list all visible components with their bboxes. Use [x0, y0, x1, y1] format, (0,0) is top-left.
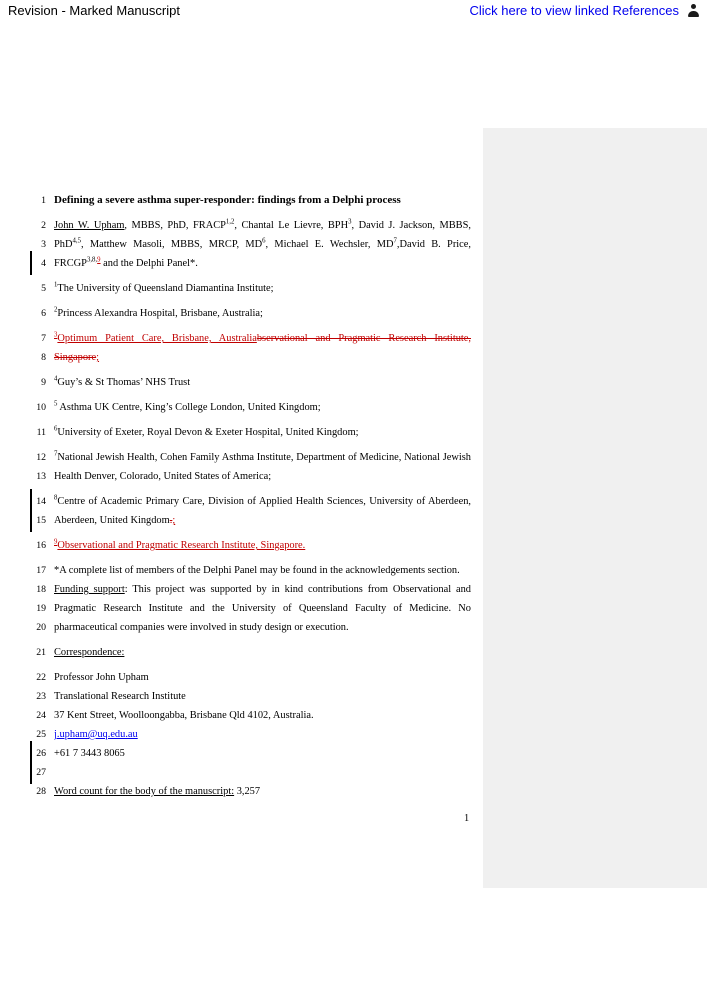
line-text — [54, 448, 471, 467]
line-text — [54, 668, 471, 687]
line-number: 22 — [36, 672, 46, 683]
line-number: 14 — [36, 496, 46, 507]
text-segment: Princess Alexandra Hospital, Brisbane, Australia; — [57, 308, 263, 319]
line-number: 7 — [41, 333, 46, 344]
text-segment: 7 — [54, 450, 58, 458]
manuscript-line — [0, 191, 482, 210]
line-text — [54, 235, 471, 254]
inserted-text: 3 — [54, 331, 58, 339]
manuscript-line — [0, 279, 482, 298]
line-number: 23 — [36, 691, 46, 702]
text-segment: +61 7 3443 8065 — [54, 748, 125, 759]
text-segment: Correspondence: — [54, 647, 125, 658]
line-text — [54, 373, 471, 392]
person-icon — [688, 4, 699, 17]
line-text — [54, 279, 471, 298]
header-right — [469, 3, 699, 18]
line-number: 18 — [36, 584, 46, 595]
manuscript-line — [0, 725, 482, 744]
text-segment: 6 — [54, 425, 58, 433]
text-segment: Defining a severe asthma super-responder: findings from a Delphi process — [54, 194, 401, 206]
manuscript-line — [0, 706, 482, 725]
manuscript-type-label: Revision - Marked Manuscript — [8, 3, 180, 18]
manuscript-line — [0, 492, 482, 511]
manuscript-line — [0, 599, 482, 618]
text-segment: 1 — [54, 281, 58, 289]
manuscript-line — [0, 744, 482, 763]
text-segment: PhD — [54, 239, 73, 250]
manuscript-line — [0, 763, 482, 782]
manuscript-line — [0, 687, 482, 706]
header-bar — [0, 0, 707, 22]
text-segment: Pragmatic Research Institute and the University of Queensland Faculty of Medicine. No — [54, 603, 471, 614]
line-number: 17 — [36, 565, 46, 576]
manuscript-line — [0, 580, 482, 599]
text-segment: 4,5 — [72, 237, 81, 245]
text-segment: Aberdeen, United Kingdom — [54, 515, 170, 526]
text-segment: *A complete list of members of the Delphi Panel may be found in the acknowledgements section. — [54, 565, 460, 576]
manuscript-line — [0, 511, 482, 530]
line-text — [54, 580, 471, 599]
manuscript-line — [0, 304, 482, 323]
text-segment: Health Denver, Colorado, United States of America; — [54, 471, 272, 482]
text-segment: pharmaceutical companies were involved in study design or execution. — [54, 622, 349, 633]
manuscript-line — [0, 398, 482, 417]
text-segment: 3,257 — [234, 786, 261, 797]
line-text — [54, 744, 471, 763]
line-text — [54, 599, 471, 618]
side-panel — [483, 128, 707, 888]
line-text — [54, 561, 471, 580]
text-segment: , Matthew Masoli, MBBS, MRCP, MD — [80, 239, 263, 250]
line-text — [54, 304, 471, 323]
manuscript-line — [0, 467, 482, 486]
manuscript-line — [0, 561, 482, 580]
line-number: 5 — [41, 283, 46, 294]
manuscript-line — [0, 254, 482, 273]
line-text — [54, 254, 471, 273]
inserted-text: ; — [96, 352, 100, 363]
manuscript-line — [0, 643, 482, 662]
line-text — [54, 492, 471, 511]
text-segment: ,David B. Price, — [396, 239, 471, 250]
text-segment: Translational Research Institute — [54, 691, 186, 702]
line-number: 13 — [36, 471, 46, 482]
manuscript-line — [0, 423, 482, 442]
text-segment: 3 — [348, 218, 352, 226]
inserted-text: Optimum Patient Care, Brisbane, Australia — [57, 333, 257, 344]
inserted-text: ; — [172, 515, 176, 526]
inserted-text: Observational and Pragmatic Research Institute, Singapore. — [57, 540, 306, 551]
line-number: 6 — [41, 308, 46, 319]
line-number: 1 — [41, 195, 46, 206]
line-text — [54, 763, 471, 782]
manuscript-line — [0, 373, 482, 392]
text-segment: Professor John Upham — [54, 672, 149, 683]
deleted-text: Singapore — [54, 352, 97, 363]
linked-references-link[interactable]: Click here to view linked References — [469, 3, 679, 18]
email-link[interactable]: j.upham@uq.edu.au — [54, 729, 138, 740]
manuscript-line — [0, 782, 482, 801]
text-segment: 8 — [54, 494, 58, 502]
text-segment: National Jewish Health, Cohen Family Asthma Institute, Department of Medicine, National Jewish — [57, 452, 471, 463]
text-segment: 3,8, — [86, 256, 98, 264]
line-number: 10 — [36, 402, 46, 413]
manuscript-line — [0, 216, 482, 235]
line-number: 15 — [36, 515, 46, 526]
line-text — [54, 706, 471, 725]
line-number: 28 — [36, 786, 46, 797]
inserted-text: 9 — [54, 538, 58, 546]
line-text — [54, 536, 471, 555]
text-segment: Guy’s & St Thomas’ NHS Trust — [57, 377, 191, 388]
manuscript-title — [54, 191, 471, 210]
text-segment: Centre of Academic Primary Care, Division of Applied Health Sciences, University of Aberdeen, — [57, 496, 471, 507]
text-segment: 7 — [393, 237, 397, 245]
line-text — [54, 782, 471, 801]
line-text — [54, 423, 471, 442]
manuscript-line — [0, 618, 482, 637]
inserted-text: 9 — [97, 256, 101, 264]
text-segment: , David J. Jackson, MBBS, — [351, 220, 471, 231]
manuscript-line — [0, 329, 482, 348]
text-segment: The University of Queensland Diamantina Institute; — [57, 283, 274, 294]
text-segment: FRCGP — [54, 258, 87, 269]
page-number: 1 — [464, 813, 470, 824]
line-number: 20 — [36, 622, 46, 633]
text-segment: 4 — [54, 375, 58, 383]
line-number: 21 — [36, 647, 46, 658]
text-segment: 6 — [262, 237, 266, 245]
text-segment: 5 — [54, 400, 58, 408]
text-segment: Funding support — [54, 584, 125, 595]
text-segment: , MBBS, PhD, FRACP — [124, 220, 226, 231]
line-number: 9 — [41, 377, 46, 388]
line-number: 25 — [36, 729, 46, 740]
line-text — [54, 216, 471, 235]
deleted-text: bservational and Pragmatic Research Institute, — [256, 333, 471, 344]
text-segment: Word count for the body of the manuscript: — [54, 786, 235, 797]
line-number: 11 — [36, 427, 46, 438]
text-segment: 37 Kent Street, Woolloongabba, Brisbane Qld 4102, Australia. — [54, 710, 314, 721]
text-segment: University of Exeter, Royal Devon & Exeter Hospital, United Kingdom; — [57, 427, 359, 438]
manuscript-page — [0, 185, 482, 801]
manuscript-line — [0, 448, 482, 467]
line-number: 24 — [36, 710, 46, 721]
line-number: 12 — [36, 452, 46, 463]
line-number: 8 — [41, 352, 46, 363]
line-text — [54, 687, 471, 706]
manuscript-line — [0, 668, 482, 687]
line-text — [54, 348, 471, 367]
line-text — [54, 329, 471, 348]
line-number: 19 — [36, 603, 46, 614]
line-text — [54, 398, 471, 417]
text-segment: , Michael E. Wechsler, MD — [265, 239, 394, 250]
text-segment: John W. Upham — [54, 220, 125, 231]
line-number: 27 — [36, 767, 46, 778]
deleted-text: . — [169, 515, 173, 526]
line-text — [54, 511, 471, 530]
text-segment: 1,2 — [225, 218, 235, 226]
text-segment: : This project was supported by in kind contributions from Observational and — [124, 584, 471, 595]
line-number: 26 — [36, 748, 46, 759]
line-text — [54, 467, 471, 486]
text-segment: Asthma UK Centre, King’s College London, United Kingdom; — [57, 402, 321, 413]
text-segment: , Chantal Le Lievre, BPH — [234, 220, 349, 231]
line-number: 2 — [41, 220, 46, 231]
manuscript-line — [0, 536, 482, 555]
line-number: 4 — [41, 258, 46, 269]
manuscript-line — [0, 348, 482, 367]
text-segment: and the Delphi Panel*. — [100, 258, 198, 269]
manuscript-line — [0, 235, 482, 254]
line-number: 16 — [36, 540, 46, 551]
line-text — [54, 643, 471, 662]
line-text — [54, 725, 471, 744]
line-text — [54, 618, 471, 637]
line-number: 3 — [41, 239, 46, 250]
text-segment: 2 — [54, 306, 58, 314]
